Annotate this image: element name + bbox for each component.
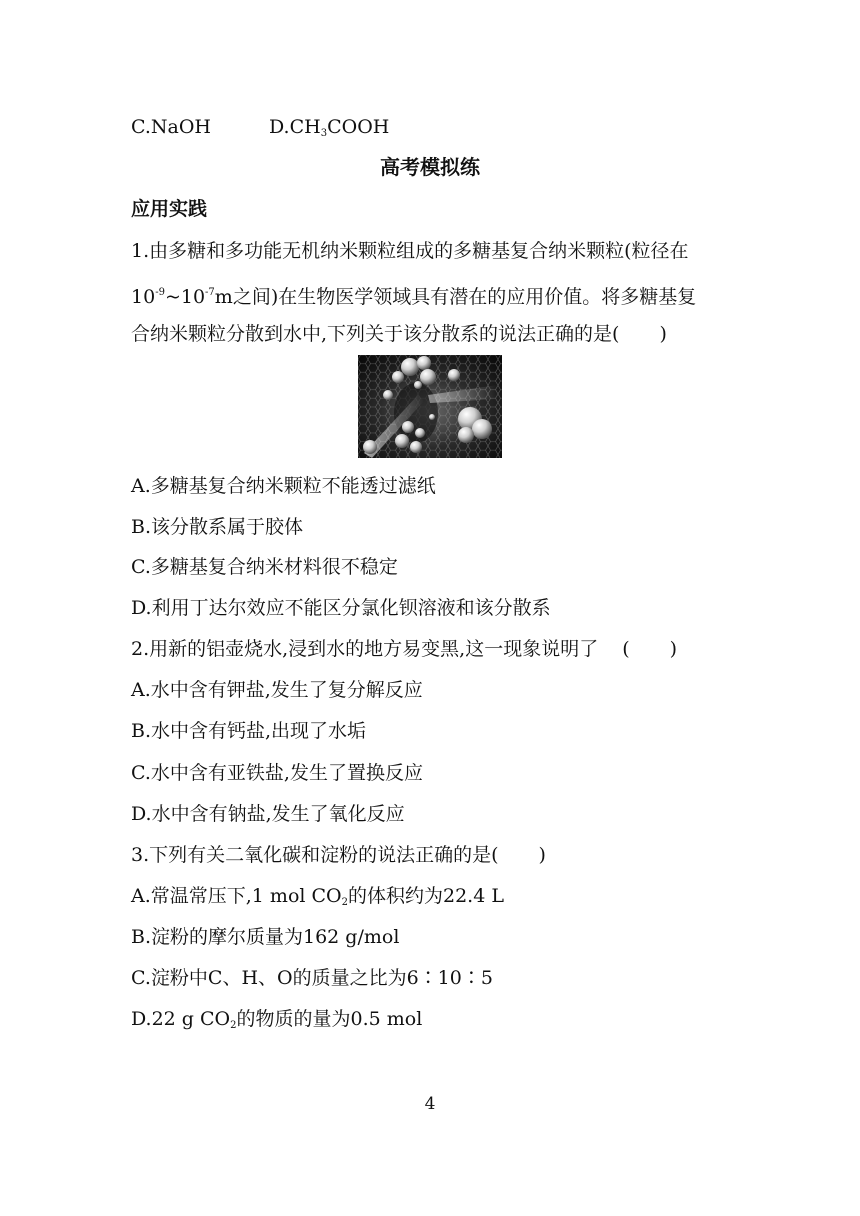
q3-option-d: D.22 g $CO_2$的物质的量为0.5 mol [131,1008,423,1031]
q1-stem-line3: 合纳米颗粒分散到水中,下列关于该分散系的说法正确的是( ) [131,323,667,345]
q2-option-a: A.水中含有钾盐,发生了复分解反应 [131,679,423,701]
q2-option-c: C.水中含有亚铁盐,发生了置换反应 [131,762,423,784]
page-number: 4 [424,1094,436,1114]
q1-option-d: D.利用丁达尔效应不能区分氯化钡溶液和该分散系 [131,597,551,619]
nanoparticle-figure [358,355,502,458]
q3-option-a: A.常温常压下,1 mol $CO_2$的体积约为22.4 L [131,885,504,908]
prev-options-line [131,114,389,147]
section-title: 高考模拟练 [380,155,480,179]
q1-stem-line2: $10^{-9}\sim 10^{-7}m$之间)在生物医学领域具有潜在的应用价值。将多糖基复 [131,286,697,308]
q1-option-c: C.多糖基复合纳米材料很不稳定 [131,556,398,578]
q3-option-b: B.淀粉的摩尔质量为162 g/mol [131,926,400,948]
q1-stem-line1: 1.由多糖和多功能无机纳米颗粒组成的多糖基复合纳米颗粒(粒径在 [131,240,689,262]
subsection-title: 应用实践 [131,198,208,220]
q2-option-d: D.水中含有钠盐,发生了氧化反应 [131,803,405,825]
q2-option-b: B.水中含有钙盐,出现了水垢 [131,720,367,742]
q3-stem: 3.下列有关二氧化碳和淀粉的说法正确的是( ) [131,844,546,866]
q1-option-b: B.该分散系属于胶体 [131,516,304,538]
q3-option-c: C.淀粉中C、H、O的质量之比为6∶10∶5 [131,967,493,989]
q2-stem: 2.用新的铝壶烧水,浸到水的地方易变黑,这一现象说明了 ( ) [131,638,678,660]
q1-option-a: A.多糖基复合纳米颗粒不能透过滤纸 [131,475,436,497]
option-d: $D.CH_3COOH$ [269,116,390,139]
option-c: C.NaOH [131,116,211,138]
